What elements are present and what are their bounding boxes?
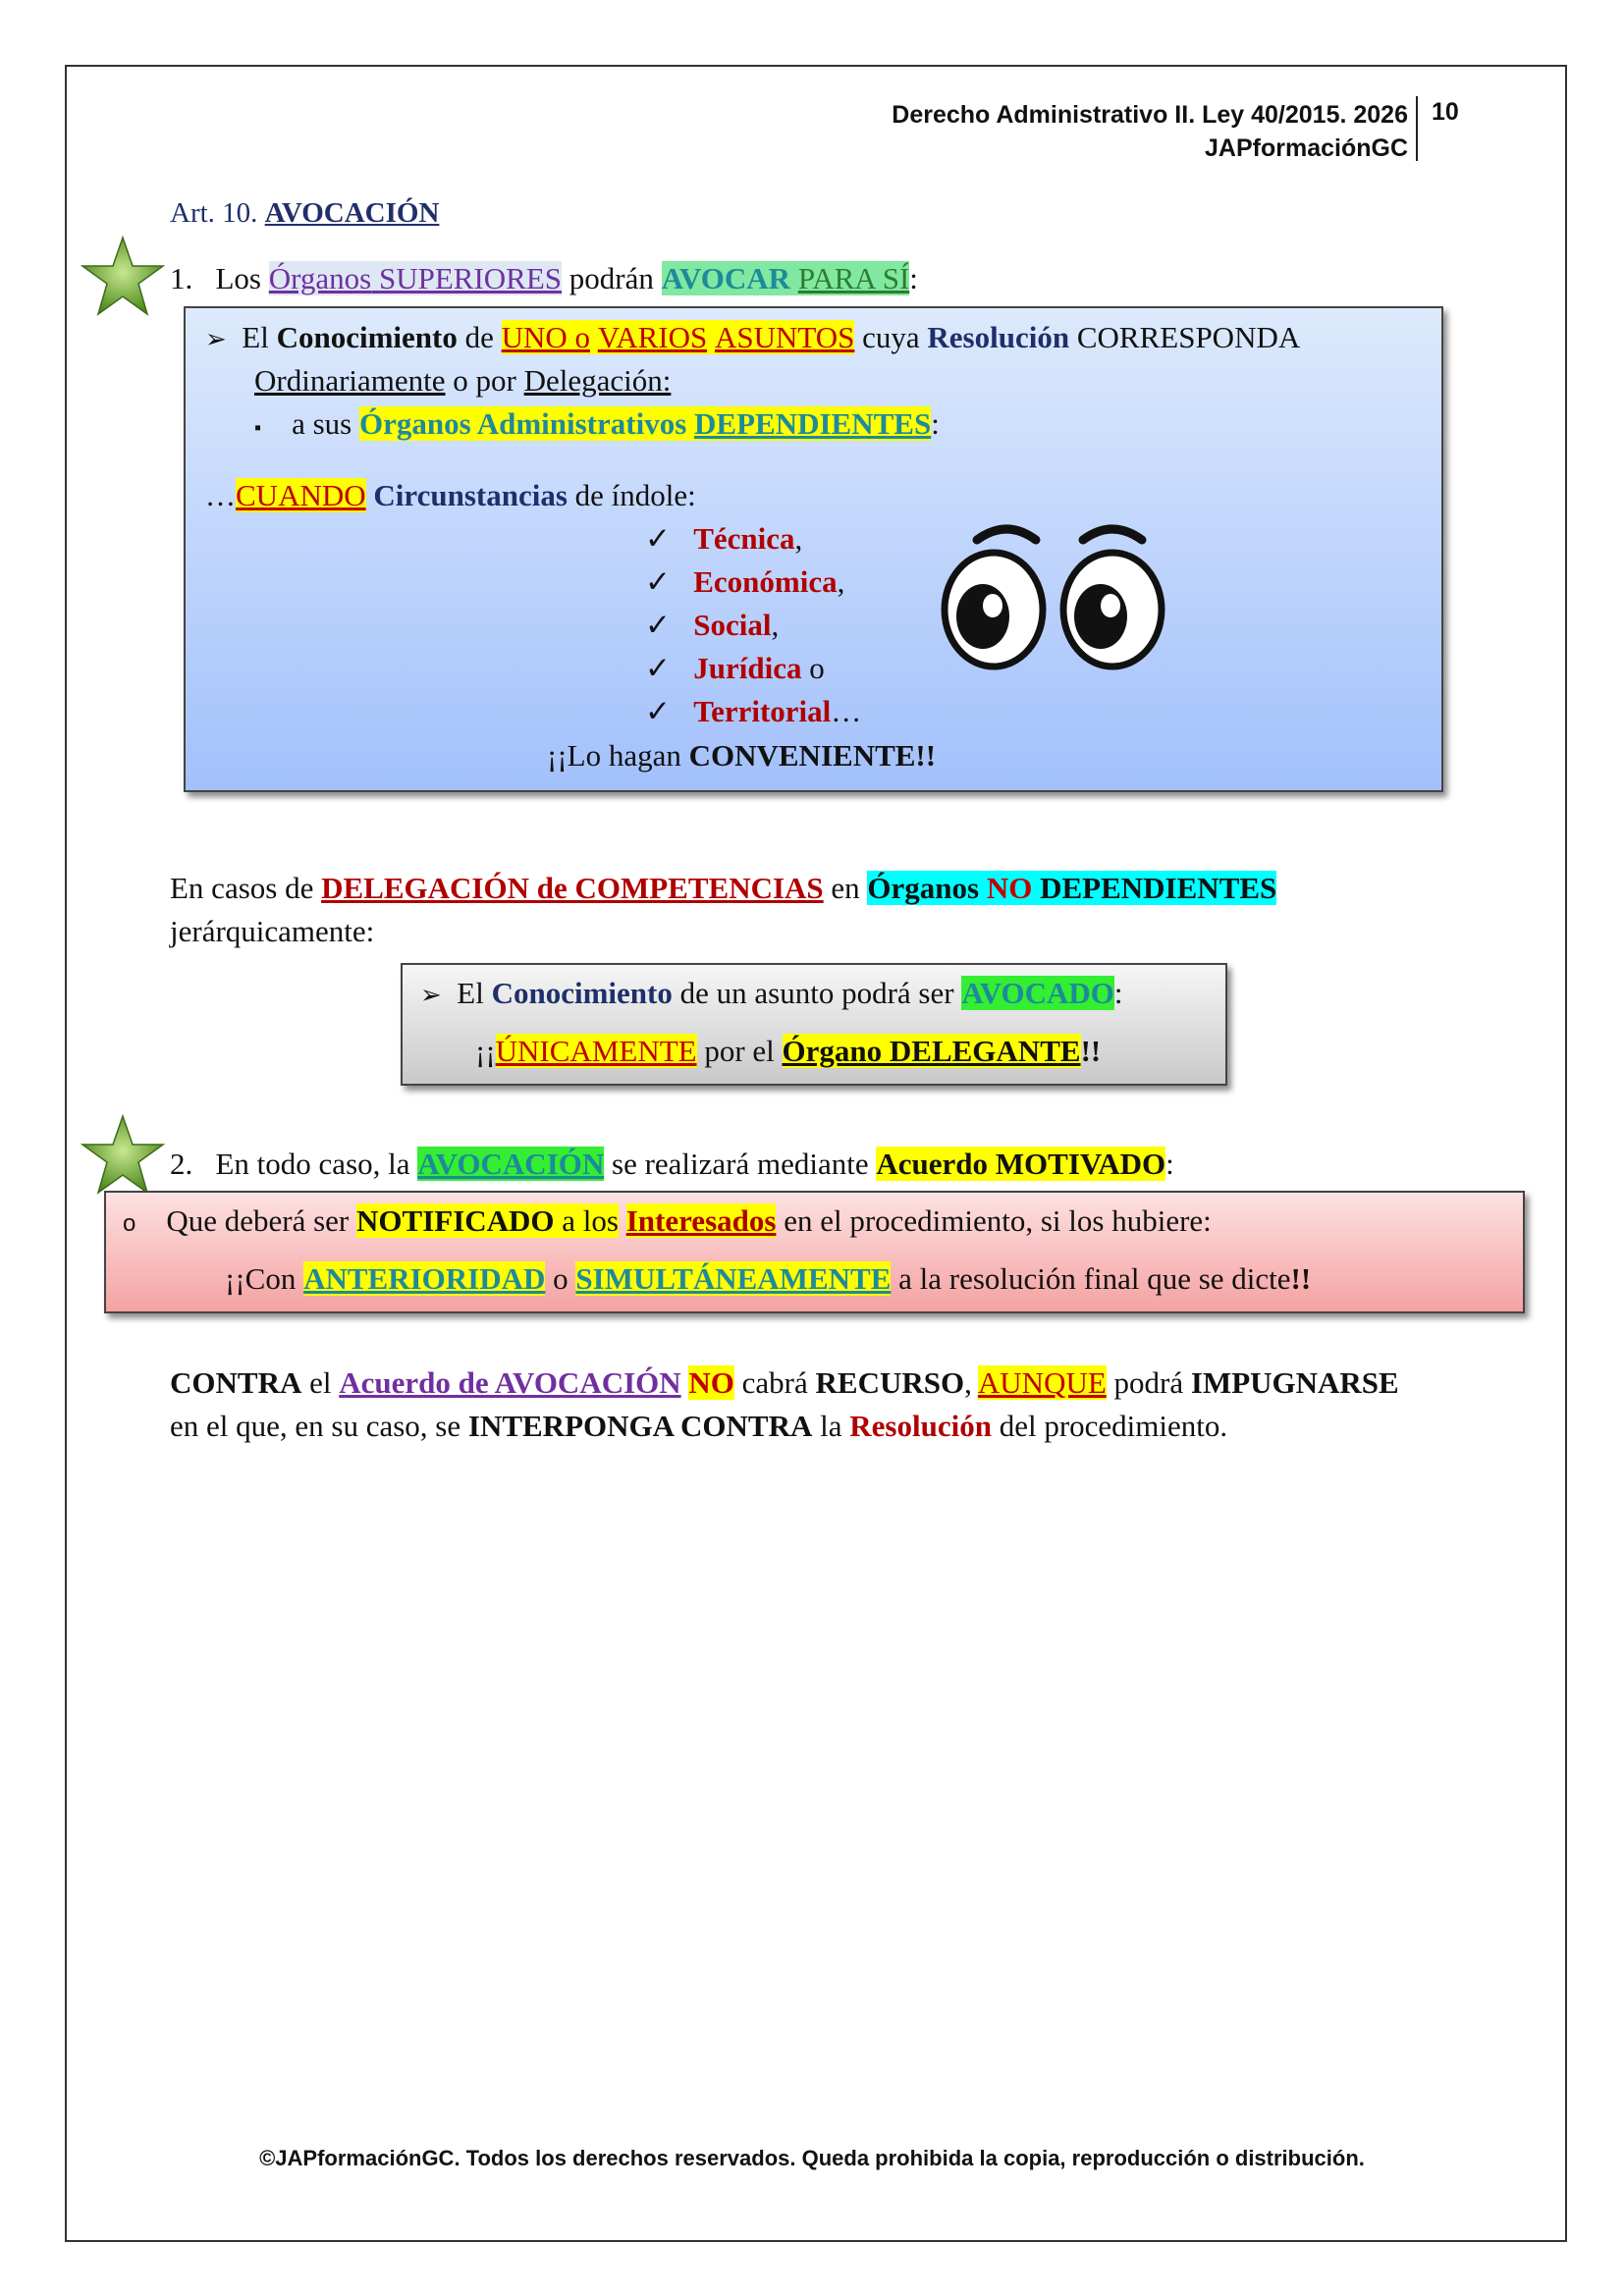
article-title: AVOCACIÓN (264, 197, 440, 229)
highlight-para-si: PARA SÍ (797, 261, 910, 295)
text: Los (215, 261, 261, 295)
highlight-varios: VARIOS (597, 320, 708, 354)
text: podrá (1113, 1365, 1184, 1400)
text: o (801, 651, 825, 685)
highlight-avocar: AVOCAR (661, 261, 791, 295)
box1-line1 (205, 316, 1300, 360)
highlight-dependientes: DEPENDIENTES (694, 406, 932, 441)
highlight-uno: UNO o (501, 320, 591, 354)
article-prefix: Art. 10. (170, 197, 258, 229)
text: de índole: (574, 478, 696, 512)
text: … (205, 478, 236, 512)
check-label: Social (693, 608, 772, 642)
header-title: Derecho Administrativo II. Ley 40/2015. 2026 (892, 101, 1408, 129)
text: o por (453, 363, 516, 398)
check-label: Jurídica (693, 651, 802, 685)
text: INTERPONGA CONTRA (467, 1409, 813, 1443)
text: : (1113, 976, 1123, 1010)
header-brand: JAPformaciónGC (1205, 134, 1408, 162)
text: El (457, 976, 484, 1010)
highlight-no: NO (688, 1365, 734, 1400)
header-divider (1416, 96, 1418, 161)
star-icon (81, 1114, 165, 1197)
space (790, 261, 798, 295)
highlight-aunque: AUNQUE (977, 1365, 1107, 1400)
text: en el procedimiento, si los hubiere: (784, 1203, 1212, 1238)
text: el (309, 1365, 332, 1400)
text: en (831, 871, 860, 905)
text: En casos de (170, 871, 314, 905)
box1-line2 (254, 359, 671, 402)
text: o (553, 1261, 568, 1296)
check-icon: ✓ (645, 608, 671, 642)
check-icon: ✓ (645, 651, 671, 685)
highlight-interesados: Interesados (625, 1203, 777, 1238)
copyright-footer: ©JAPformaciónGC. Todos los derechos reservados. Queda prohibida la copia, reproducción o distribución. (259, 2146, 1365, 2170)
text: de (464, 320, 494, 354)
bullet-icon: ▪ (254, 417, 262, 439)
text: ¡¡Con (225, 1261, 297, 1296)
highlight-avocado: AVOCADO (961, 976, 1114, 1010)
check-item (645, 647, 825, 690)
text: , (964, 1365, 972, 1400)
arrow-icon: ➢ (420, 980, 442, 1009)
delegation-line1 (170, 867, 1276, 910)
check-label: Territorial (693, 694, 832, 728)
space (590, 320, 598, 354)
highlight-a-los: a los (562, 1203, 619, 1238)
point-1 (170, 257, 918, 300)
page-number: 10 (1432, 98, 1459, 126)
highlight-organos: Órganos (867, 871, 980, 905)
text: Ordinariamente (254, 363, 446, 398)
highlight-notificado: NOTIFICADO (356, 1203, 555, 1238)
box2-line2 (475, 1030, 1101, 1073)
text: se realizará mediante (612, 1147, 869, 1181)
text: RECURSO (815, 1365, 965, 1400)
highlight-no: NO (986, 871, 1033, 905)
highlight-unicamente: ÚNICAMENTE (495, 1034, 697, 1068)
space (1032, 871, 1040, 905)
point-number: 2. (170, 1147, 193, 1181)
highlight-organo-delegante: Órgano DELEGANTE (782, 1034, 1081, 1068)
text: , (837, 564, 845, 599)
check-label: Técnica (693, 521, 795, 556)
closing-line2 (170, 1405, 1227, 1448)
box3-line1 (123, 1200, 1212, 1246)
space (686, 406, 694, 441)
text: Acuerdo de AVOCACIÓN (339, 1365, 681, 1400)
text: , (771, 608, 780, 642)
check-icon: ✓ (645, 521, 671, 556)
text: Resolución (849, 1409, 992, 1443)
highlight-simultaneamente: SIMULTÁNEAMENTE (575, 1261, 892, 1296)
check-item (645, 561, 844, 604)
box3-line2 (225, 1257, 1311, 1301)
text: CONTRA (170, 1365, 302, 1400)
text: Conocimiento (491, 976, 673, 1010)
text: … (831, 694, 862, 728)
text: cuya (862, 320, 920, 354)
text: : (1165, 1147, 1174, 1181)
text: Resolución (927, 320, 1070, 354)
text: en el que, en su caso, se (170, 1409, 461, 1443)
text: DELEGACIÓN de COMPETENCIAS (321, 871, 824, 905)
arrow-icon: ➢ (205, 324, 227, 353)
text: CORRESPONDA (1076, 320, 1301, 354)
delegation-line2: jerárquicamente: (170, 914, 375, 948)
highlight-organos: Órganos (268, 261, 372, 295)
article-heading (170, 191, 439, 235)
highlight-superiores: SUPERIORES (378, 261, 563, 295)
highlight-acuerdo: Acuerdo MOTIVADO (876, 1147, 1166, 1181)
text: !! (1080, 1034, 1102, 1068)
box1-line3 (254, 402, 940, 450)
space (371, 261, 379, 295)
text: El (242, 320, 269, 354)
box1-conclusion (547, 734, 936, 777)
eyes-icon (938, 508, 1165, 675)
text: la (820, 1409, 842, 1443)
box2-line1 (420, 972, 1122, 1016)
star-icon (81, 236, 165, 318)
highlight-avocacion: AVOCACIÓN (417, 1147, 605, 1181)
text: : (931, 406, 940, 441)
text: por el (704, 1034, 775, 1068)
closing-line1 (170, 1362, 1399, 1405)
highlight-dependientes: DEPENDIENTES (1040, 871, 1277, 905)
text: ¡¡ (475, 1034, 496, 1068)
text: Delegación: (523, 363, 672, 398)
text: Que deberá ser (166, 1203, 350, 1238)
highlight-asuntos: ASUNTOS (714, 320, 855, 354)
text: de un asunto podrá ser (679, 976, 954, 1010)
circle-bullet-icon: o (123, 1210, 136, 1237)
text: En todo caso, la (215, 1147, 410, 1181)
space (707, 320, 715, 354)
text: IMPUGNARSE (1190, 1365, 1399, 1400)
space (979, 871, 987, 905)
text: ¡¡Lo hagan (547, 738, 681, 773)
text: podrán (568, 261, 654, 295)
box1-line4 (205, 474, 696, 517)
check-item (645, 690, 861, 733)
text: a la resolución final que se dicte (898, 1261, 1291, 1296)
check-icon: ✓ (645, 564, 671, 599)
text: del procedimiento. (999, 1409, 1228, 1443)
highlight-cuando: CUANDO (236, 478, 366, 512)
text: CONVENIENTE!! (688, 738, 937, 773)
highlight-anterioridad: ANTERIORIDAD (303, 1261, 546, 1296)
point-number: 1. (170, 261, 193, 295)
check-label: Económica (693, 564, 838, 599)
text: Conocimiento (276, 320, 458, 354)
check-item (645, 517, 802, 561)
check-item (645, 604, 779, 647)
text: , (794, 521, 803, 556)
point-2 (170, 1143, 1174, 1186)
text: Circunstancias (373, 478, 568, 512)
text: : (909, 261, 918, 295)
highlight-organos-admin: Órganos Administrativos (358, 406, 687, 441)
page-header (892, 98, 1408, 165)
text: a sus (292, 406, 352, 441)
text: !! (1290, 1261, 1312, 1296)
text: cabrá (741, 1365, 808, 1400)
check-icon: ✓ (645, 694, 671, 728)
